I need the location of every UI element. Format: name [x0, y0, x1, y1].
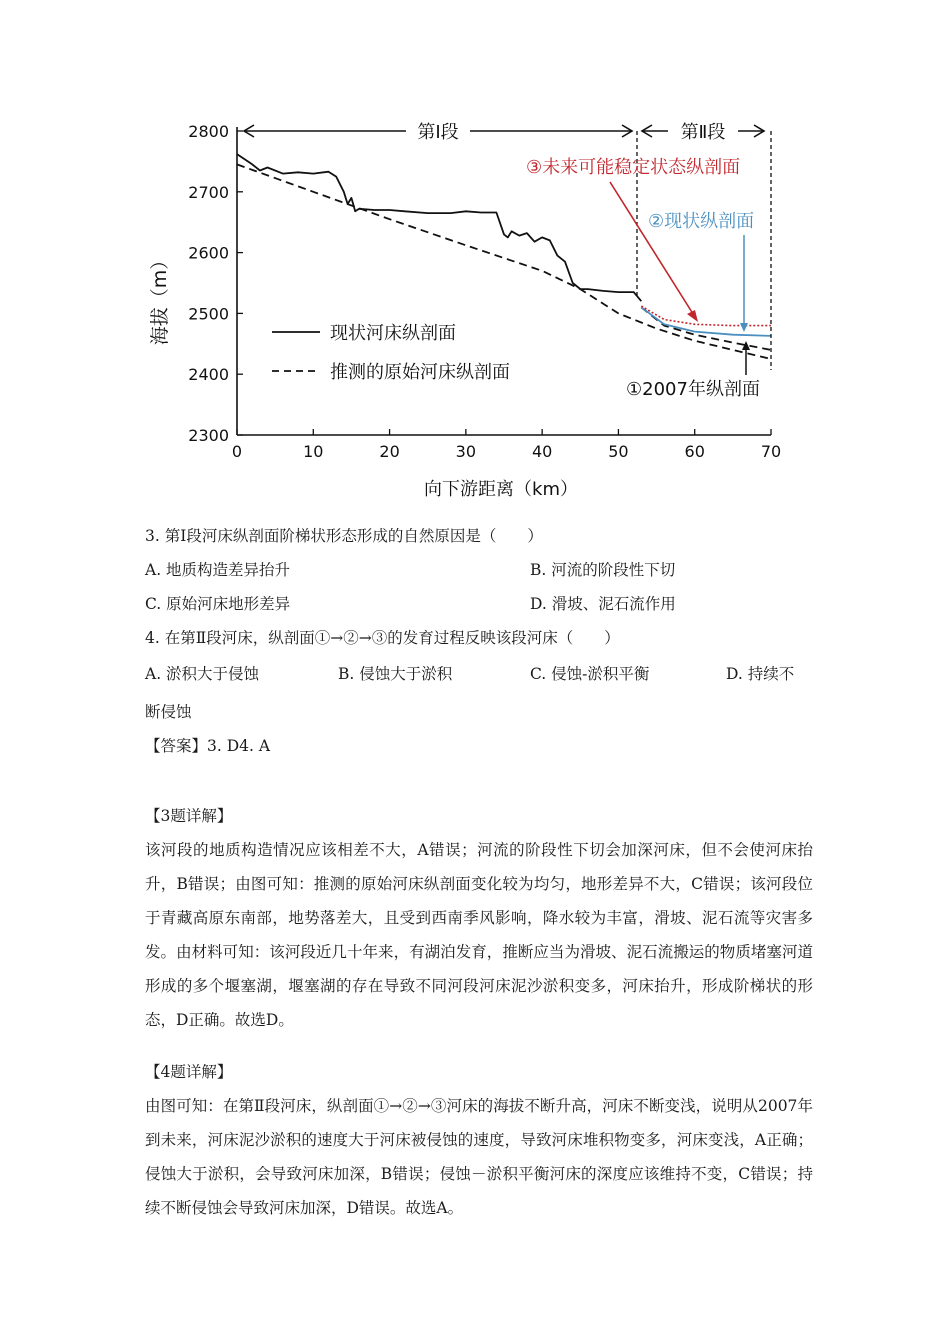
x-tick-label: 40 — [531, 442, 553, 461]
x-tick-labels — [232, 429, 781, 461]
current-arrow-head — [740, 323, 748, 332]
q4-option-c: C. 侵蚀-淤积平衡 — [530, 665, 650, 683]
y-tick-label: 2300 — [188, 426, 229, 445]
annotation-2007-profile: ①2007年纵剖面 — [626, 379, 760, 400]
p2007-arrow-head — [742, 341, 750, 350]
q3-option-b: B. 河流的阶段性下切 — [530, 561, 676, 579]
x-tick-label: 0 — [231, 442, 243, 461]
legend-solid-label: 现状河床纵剖面 — [330, 323, 456, 344]
section2-label: 第Ⅱ段 — [680, 122, 726, 143]
detail3-block — [145, 800, 813, 1055]
x-tick-label: 10 — [303, 442, 324, 461]
y-tick-label: 2600 — [188, 243, 229, 263]
x-tick-label: 30 — [455, 442, 477, 461]
q4-option-a: A. 淤积大于侵蚀 — [145, 665, 260, 683]
x-tick-label: 60 — [684, 442, 705, 461]
x-tick-label: 50 — [608, 442, 629, 461]
series-line-3 — [641, 307, 771, 350]
q3-option-a: A. 地质构造差异抬升 — [145, 561, 291, 579]
y-tick-label: 2700 — [188, 182, 229, 202]
answer-line: 【答案】3. D4. A — [145, 737, 271, 755]
x-tick-label: 20 — [379, 442, 400, 461]
future-arrow-line — [610, 182, 695, 317]
q4-option-b: B. 侵蚀大于淤积 — [338, 665, 453, 683]
series-line-4 — [641, 307, 771, 336]
annotation-current-profile: ②现状纵剖面 — [648, 211, 755, 232]
legend-dashed-label: 推测的原始河床纵剖面 — [330, 362, 510, 383]
y-tick-label: 2500 — [188, 304, 229, 324]
detail4-block — [145, 1056, 813, 1236]
q3-stem: 3. 第Ⅰ段河床纵剖面阶梯状形态形成的自然原因是（ ） — [145, 527, 543, 545]
q4-option-d: D. 持续不 — [726, 665, 795, 683]
q3-option-d: D. 滑坡、泥石流作用 — [530, 595, 676, 613]
question-block — [145, 520, 813, 740]
y-axis-label: 海拔（m） — [149, 250, 171, 346]
detail3-heading: 【3题详解】 — [145, 807, 233, 825]
detail4-text: 由图可知：在第Ⅱ段河床，纵剖面①→②→③河床的海拔不断升高，河床不断变浅，说明从2007年到未来，河床泥沙淤积的速度大于河床被侵蚀的速度，导致河床堆积物变多，河床变浅，A正确；侵蚀大于淤积，会导致河床加深，B错误；侵蚀－淤积平衡河床的深度应该维持不变，C错误；持续不断侵蚀会导致河床加深，D错误。故选A。 — [145, 1097, 813, 1217]
q3-option-c: C. 原始河床地形差异 — [145, 595, 291, 613]
q4-option-d-continued: 断侵蚀 — [145, 703, 192, 721]
y-tick-label: 2400 — [188, 365, 229, 385]
y-tick-label: 2800 — [188, 122, 229, 141]
chart-series — [237, 154, 771, 359]
section1-label: 第Ⅰ段 — [417, 122, 459, 143]
detail4-heading: 【4题详解】 — [145, 1063, 233, 1081]
detail3-text: 该河段的地质构造情况应该相差不大，A错误；河流的阶段性下切会加深河床，但不会使河床抬升，B错误；由图可知：推测的原始河床纵剖面变化较为均匀，地形差异不大，C错误；该河段位于青藏高原东南部，地势落差大，且受到西南季风影响，降水较为丰富，滑坡、泥石流等灾害多发。由材料可知：该河段近几十年来，有湖泊发育，推断应当为滑坡、泥石流搬运的物质堵塞河道形成的多个堰塞湖，堰塞湖的存在导致不同河段河床泥沙淤积变多，河床抬升，形成阶梯状的形态，D正确。故选D。 — [145, 841, 813, 1029]
river-profile-chart — [140, 112, 790, 507]
y-tick-labels — [188, 122, 243, 445]
x-axis-label: 向下游距离（km） — [424, 479, 578, 500]
q4-stem: 4. 在第Ⅱ段河床，纵剖面①→②→③的发育过程反映该段河床（ ） — [145, 629, 620, 647]
x-tick-label: 70 — [760, 442, 782, 461]
annotation-future-profile: ③未来可能稳定状态纵剖面 — [526, 157, 741, 178]
future-arrow-head — [687, 310, 698, 322]
